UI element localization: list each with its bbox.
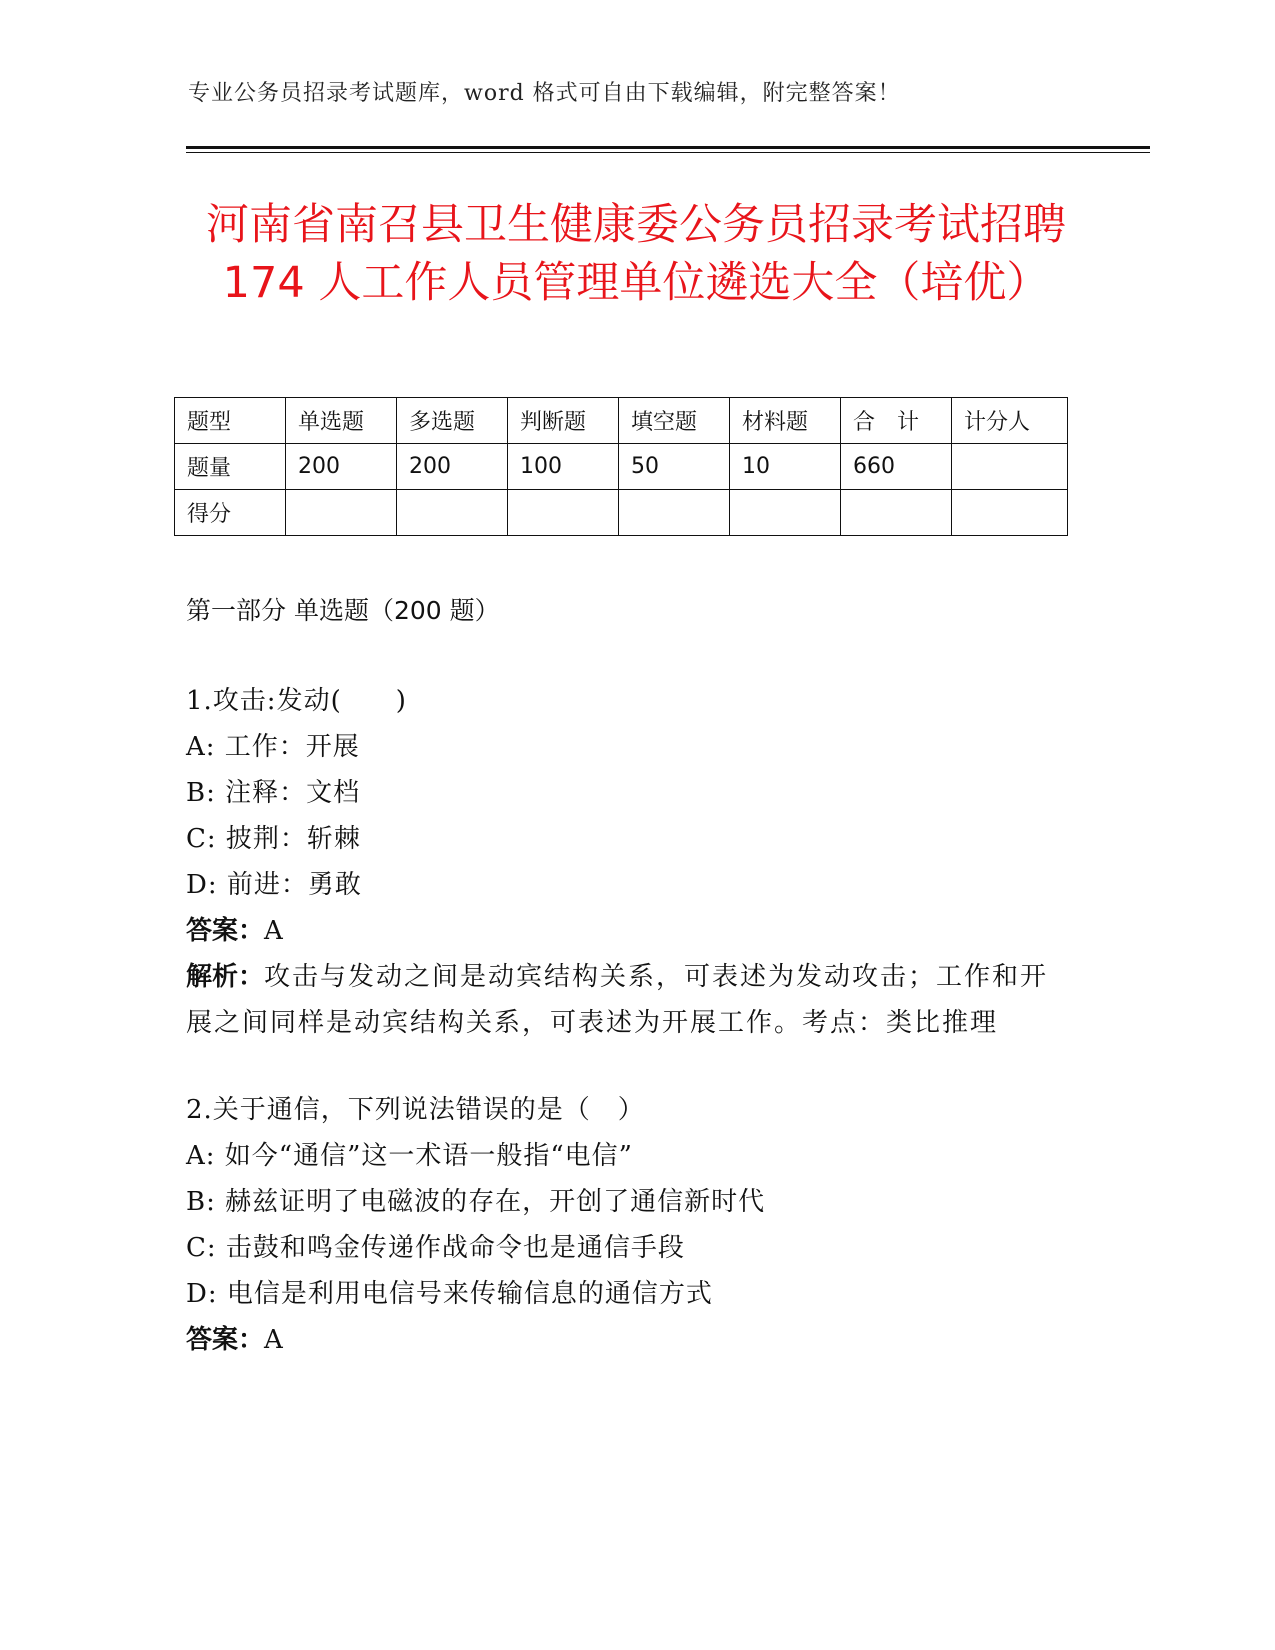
question-stem: 2.关于通信，下列说法错误的是（ ） xyxy=(186,1095,645,1125)
option-c: C: 击鼓和鸣金传递作战命令也是通信手段 xyxy=(186,1233,685,1263)
answer-label: 答案： xyxy=(186,1325,265,1355)
option-a: A: 如今“通信”这一术语一般指“电信” xyxy=(186,1141,633,1171)
header-cell-type: 题型 xyxy=(175,398,286,444)
option-b: B: 赫兹证明了电磁波的存在，开创了通信新时代 xyxy=(186,1187,766,1217)
score-table-count-row xyxy=(175,444,1068,490)
count-cell-scorer xyxy=(952,444,1068,490)
score-cell-fill xyxy=(619,490,730,536)
score-cell-material xyxy=(730,490,841,536)
score-cell-judge xyxy=(508,490,619,536)
count-cell-single: 200 xyxy=(286,444,397,490)
header-cell-total: 合 计 xyxy=(841,398,952,444)
score-table-score-row xyxy=(175,490,1068,536)
option-b: B: 注释：文档 xyxy=(186,778,361,808)
score-cell-multi xyxy=(397,490,508,536)
header-note: 专业公务员招录考试题库，word 格式可自由下载编辑，附完整答案！ xyxy=(188,81,901,106)
count-cell-label: 题量 xyxy=(175,444,286,490)
header-cell-multi: 多选题 xyxy=(397,398,508,444)
question-stem: 1.攻击:发动( ) xyxy=(186,686,407,716)
header-cell-judge: 判断题 xyxy=(508,398,619,444)
header-rule-thin xyxy=(186,152,1150,153)
option-d: D: 前进：勇敢 xyxy=(186,870,362,900)
score-table xyxy=(174,397,1068,536)
explanation xyxy=(186,954,1066,1046)
count-cell-total: 660 xyxy=(841,444,952,490)
answer-value: A xyxy=(264,916,284,946)
answer-value: A xyxy=(264,1325,284,1355)
header-cell-single: 单选题 xyxy=(286,398,397,444)
count-cell-fill: 50 xyxy=(619,444,730,490)
section-title: 第一部分 单选题（200 题） xyxy=(186,596,500,625)
answer-line xyxy=(186,1317,1086,1363)
score-cell-total xyxy=(841,490,952,536)
score-cell-scorer xyxy=(952,490,1068,536)
score-cell-single xyxy=(286,490,397,536)
explanation-text: 攻击与发动之间是动宾结构关系，可表述为发动攻击；工作和开展之间同样是动宾结构关系，可表述为开展工作。考点：类比推理 xyxy=(186,962,1049,1038)
option-d: D: 电信是利用电信号来传输信息的通信方式 xyxy=(186,1279,713,1309)
header-cell-fill: 填空题 xyxy=(619,398,730,444)
count-cell-material: 10 xyxy=(730,444,841,490)
count-cell-multi: 200 xyxy=(397,444,508,490)
answer-line xyxy=(186,908,1086,954)
answer-label: 答案： xyxy=(186,916,265,946)
header-cell-material: 材料题 xyxy=(730,398,841,444)
question-1 xyxy=(186,678,1086,1046)
score-table-header-row xyxy=(175,398,1068,444)
score-cell-label: 得分 xyxy=(175,490,286,536)
count-cell-judge: 100 xyxy=(508,444,619,490)
explanation-label: 解析： xyxy=(186,962,265,992)
document-title: 河南省南召县卫生健康委公务员招录考试招聘 174 人工作人员管理单位遴选大全（培优） xyxy=(206,200,1066,308)
header-cell-scorer: 计分人 xyxy=(952,398,1068,444)
question-2 xyxy=(186,1087,1086,1363)
header-rule-thick xyxy=(186,146,1150,149)
option-a: A: 工作：开展 xyxy=(186,732,360,762)
option-c: C: 披荆：斩棘 xyxy=(186,824,361,854)
